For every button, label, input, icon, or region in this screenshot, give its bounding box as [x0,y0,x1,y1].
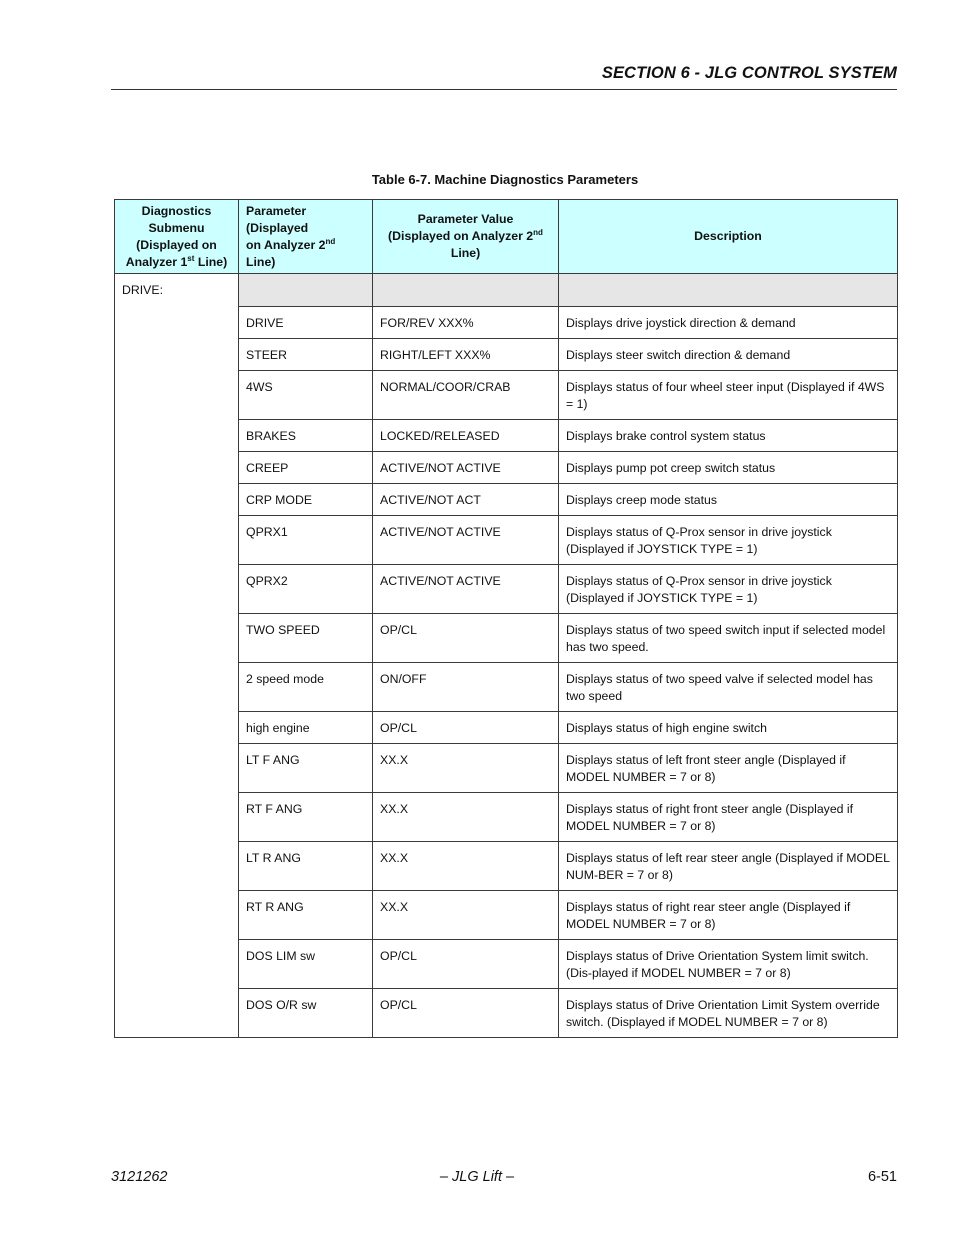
parameter-cell: CREEP [239,452,373,484]
value-cell: OP/CL [373,712,559,744]
value-cell: XX.X [373,744,559,793]
description-cell: Displays drive joystick direction & demand [559,307,898,339]
description-cell: Displays status of two speed switch input if selected model has two speed. [559,614,898,663]
header-submenu-sup: st [187,253,195,263]
value-cell: XX.X [373,793,559,842]
parameter-cell: 4WS [239,371,373,420]
parameter-cell: high engine [239,712,373,744]
parameter-cell: DOS O/R sw [239,989,373,1038]
header-submenu-line3: (Displayed on [136,237,217,252]
description-cell: Displays status of left rear steer angle (Displayed if MODEL NUM-BER = 7 or 8) [559,842,898,891]
header-submenu [115,200,239,274]
value-cell: FOR/REV XXX% [373,307,559,339]
header-submenu-line4b: Line) [194,254,228,269]
footer-center-text: – JLG Lift – [439,1169,515,1185]
submenu-row [115,274,898,307]
header-value-line1: Parameter Value [417,212,514,226]
parameter-cell: RT R ANG [239,891,373,940]
header-submenu-line1: Diagnostics [141,203,212,218]
grey-cell [559,274,898,307]
header-value-sup: nd [533,227,543,237]
grey-cell [373,274,559,307]
parameter-cell: CRP MODE [239,484,373,516]
table-header-row [115,200,898,274]
description-cell: Displays status of high engine switch [559,712,898,744]
table-title: Table 6-7. Machine Diagnostics Parameters [371,172,639,187]
header-value-line3: Line) [450,246,481,260]
value-cell: RIGHT/LEFT XXX% [373,339,559,371]
header-parameter-line1: Parameter (Displayed [246,203,309,235]
description-cell: Displays status of right front steer angle (Displayed if MODEL NUMBER = 7 or 8) [559,793,898,842]
value-cell: ON/OFF [373,663,559,712]
description-cell: Displays creep mode status [559,484,898,516]
value-cell: ACTIVE/NOT ACTIVE [373,565,559,614]
header-description: Description [559,200,898,274]
header-parameter-line2b: Line) [246,254,276,269]
parameter-cell: QPRX2 [239,565,373,614]
grey-cell [239,274,373,307]
value-cell: XX.X [373,891,559,940]
description-cell: Displays status of right rear steer angle (Displayed if MODEL NUMBER = 7 or 8) [559,891,898,940]
parameter-cell: BRAKES [239,420,373,452]
description-cell: Displays status of two speed valve if selected model has two speed [559,663,898,712]
description-cell: Displays steer switch direction & demand [559,339,898,371]
value-cell: OP/CL [373,989,559,1038]
parameter-cell: 2 speed mode [239,663,373,712]
description-cell: Displays status of Q-Prox sensor in drive joystick (Displayed if JOYSTICK TYPE = 1) [559,516,898,565]
parameter-cell: TWO SPEED [239,614,373,663]
section-header: SECTION 6 - JLG CONTROL SYSTEM [601,64,897,82]
description-cell: Displays status of Q-Prox sensor in drive joystick (Displayed if JOYSTICK TYPE = 1) [559,565,898,614]
value-cell: OP/CL [373,614,559,663]
footer-doc-number: 3121262 [111,1169,168,1185]
value-cell: OP/CL [373,940,559,989]
description-cell: Displays status of Drive Orientation System limit switch. (Dis-played if MODEL NUMBER = 7 or 8) [559,940,898,989]
description-cell: Displays pump pot creep switch status [559,452,898,484]
value-cell: NORMAL/COOR/CRAB [373,371,559,420]
description-cell: Displays status of four wheel steer input (Displayed if 4WS = 1) [559,371,898,420]
header-parameter [239,200,373,274]
description-cell: Displays brake control system status [559,420,898,452]
header-value-line2a: (Displayed on Analyzer 2 [388,229,534,243]
footer-page-number: 6-51 [867,1169,897,1185]
value-cell: XX.X [373,842,559,891]
value-cell: LOCKED/RELEASED [373,420,559,452]
value-cell: ACTIVE/NOT ACTIVE [373,516,559,565]
diagnostics-table [114,199,898,1038]
description-cell: Displays status of left front steer angle (Displayed if MODEL NUMBER = 7 or 8) [559,744,898,793]
header-value [373,200,559,274]
header-rule [111,89,897,90]
parameter-cell: QPRX1 [239,516,373,565]
header-submenu-line2: Submenu [148,220,205,235]
parameter-cell: LT F ANG [239,744,373,793]
parameter-cell: RT F ANG [239,793,373,842]
value-cell: ACTIVE/NOT ACTIVE [373,452,559,484]
value-cell: ACTIVE/NOT ACT [373,484,559,516]
parameter-cell: DRIVE [239,307,373,339]
header-submenu-line4a: Analyzer 1 [125,254,188,269]
header-parameter-line2a: on Analyzer 2 [246,237,326,252]
parameter-cell: LT R ANG [239,842,373,891]
header-parameter-sup: nd [325,236,336,246]
submenu-cell [115,274,239,1038]
submenu-label: DRIVE: [122,283,163,297]
parameter-cell: STEER [239,339,373,371]
parameter-cell: DOS LIM sw [239,940,373,989]
description-cell: Displays status of Drive Orientation Limit System override switch. (Displayed if MODEL NUMBER = 7 or 8) [559,989,898,1038]
